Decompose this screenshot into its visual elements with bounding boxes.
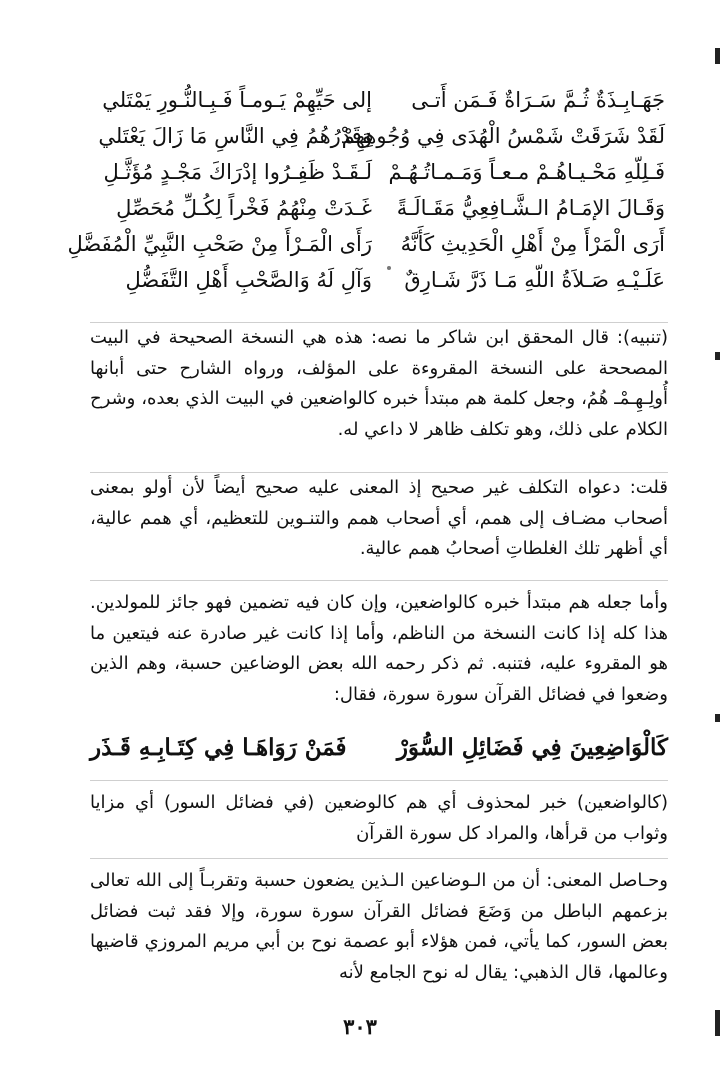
- poem-hemistich-first: فَـلِلّهِ مَحْـيـاهُـمْ مـعـاً وَمَـمـاتُـهُـمْ: [388, 160, 665, 184]
- margin-mark: [715, 714, 720, 722]
- poem-row: [90, 82, 665, 118]
- poem-hemistich-second: وَقَدْرُهُمُ فِي النَّاسِ مَا زَالَ يَعْتَلي: [98, 124, 372, 148]
- poem-hemistich-first: لَقَدْ شَرَقَتْ شَمْسُ الْهُدَى فِي وُجُوهِهِمْ: [341, 124, 665, 148]
- poem-row: [90, 118, 665, 154]
- ink-speck: [387, 266, 391, 270]
- poem-hemistich-second: وَآلِ لَهُ وَالصَّحْبِ أَهْلِ التَّفَضُّلِ: [125, 268, 372, 292]
- poem-row: [90, 262, 665, 298]
- poem-hemistich-second: غَـدَتْ مِنْهُمُ فَخْراً لِكُـلِّ مُحَصِّلِ: [116, 196, 372, 220]
- verse-first-half: كَالْوَاضِعِينَ فِي فَضَائِلِ السُّوَرْ: [396, 734, 668, 761]
- divider: [90, 580, 668, 581]
- note-tanbih-text: (تنبيه): قال المحقق ابن شاكر ما نصه: هذه هي النسخة الصحيحة في البيت المصححة على النسخة المقروءة على المؤلف، ورواه الشارح حتى أبانها أُولِـهِـمْـ هُمُ، وجعل كلمة هم مبتدأ خبره كالواضعين في البيت الذي بعده، وشرح الكلام على ذلك، وهو تكلف ظاهر لا داعي له.: [90, 327, 668, 440]
- page-number: ٣٠٣: [343, 1014, 377, 1039]
- note-qultu-text: قلت: دعواه التكلف غير صحيح إذ المعنى عليه صحيح أيضاً لأن أولو بمعنى أصحاب مضـاف إلى همم، أي أصحاب همم والتنـوين للتعظيم، أي همم عالية، أي أظهر تلك الغلطاتِ أصحابُ همم عالية.: [90, 477, 668, 559]
- note-tanbih: [90, 323, 668, 445]
- poem-hemistich-second: لَـقَـدْ ظَفِـرُوا إدْرَاكَ مَجْـدٍ مُؤَثَّـلِ: [103, 160, 372, 184]
- poem-row: [90, 190, 665, 226]
- poem-hemistich-second: رَأَى الْمَـرْأَ مِنْ صَحْبِ النَّبِيِّ الْمُفَضَّلِ: [67, 232, 372, 256]
- note-summary: [90, 866, 668, 988]
- poem-row: [67, 226, 665, 262]
- poem-block: [67, 82, 665, 298]
- poem-hemistich-first: عَلَـيْـهِ صَـلاَةُ اللّهِ مَـا ذَرَّ شَـارِقٌ: [404, 268, 665, 292]
- poem-hemistich-first: أَرَى الْمَرْأَ مِنْ أَهْلِ الْحَدِيثِ كَأَنَّهُ: [400, 232, 665, 256]
- margin-mark: [715, 352, 720, 360]
- note-summary-text: وحـاصل المعنى: أن من الـوضاعين الـذين يضعون حسبة وتقربـاً إلى الله تعالى بزعمهم الباطل من وَضَعَ فضائل القرآن سورة سورة، وإلا فقد ثبت فضائل بعض السور، كما يأتي، فمن هؤلاء أبو عصمة نوح بن أبي مريم المروزي قاضيها وعالمها، قال الذهبي: يقال له نوح الجامع لأنه: [90, 870, 668, 983]
- note-explanation-text: وأما جعله هم مبتدأ خبره كالواضعين، وإن كان فيه تضمين فهو جائز للمولدين. هذا كله إذا كانت النسخة من الناظم، وأما إذا كانت غير صادرة عنه فيتعين ما هو المقروء عليه، فتنبه. ثم ذكر رحمه الله بعض الوضاعين حسبة، وهم الذين وضعوا في فضائل القرآن سورة سورة، فقال:: [90, 592, 668, 705]
- poem-hemistich-first: وَقَـالَ الإمَـامُ الـشَّـافِعِيُّ مَقَـالَـةً: [396, 196, 665, 220]
- divider: [90, 858, 668, 859]
- note-commentary-text: (كالواضعين) خبر لمحذوف أي هم كالوضعين (في فضائل السور) أي مزايا وثواب من قرأها، والمراد كل سورة القرآن: [90, 792, 668, 844]
- note-qultu: [90, 473, 668, 565]
- note-commentary: [90, 788, 668, 849]
- note-explanation: [90, 588, 668, 710]
- verse-line: [90, 728, 668, 768]
- poem-row: [90, 154, 665, 190]
- poem-hemistich-second: إلى حَيِّهِمْ يَـومـاً فَـبِـالنُّـورِ يَمْتَلي: [102, 88, 372, 112]
- margin-mark: [715, 48, 720, 64]
- margin-mark: [715, 1010, 720, 1036]
- divider: [90, 780, 668, 781]
- poem-hemistich-first: جَهَـابِـذَةٌ ثُـمَّ سَـرَاةٌ فَـمَن أَتـى: [411, 88, 665, 112]
- verse-second-half: فَمَنْ رَوَاهَـا فِي كِتَـابِـهِ قَـذَر: [90, 734, 347, 761]
